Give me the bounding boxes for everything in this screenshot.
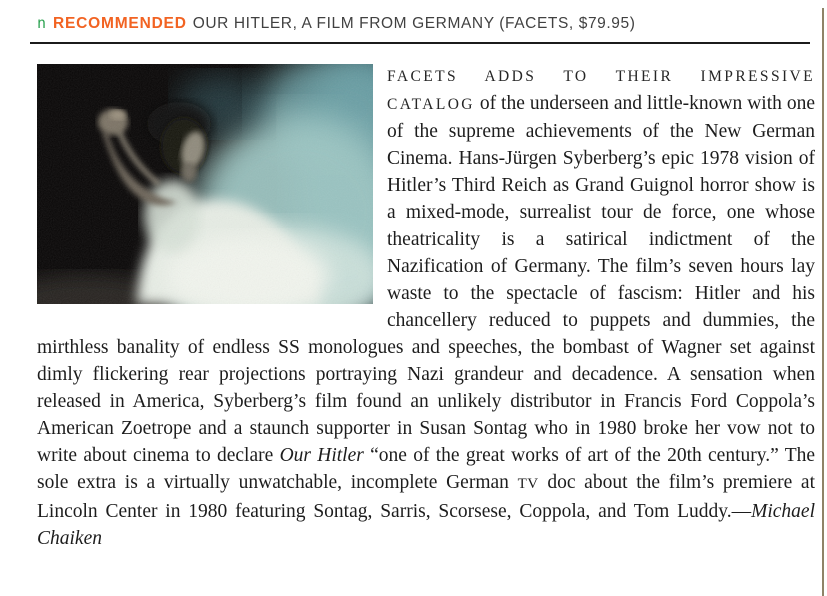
page-edge-line [822,8,824,596]
body-text-2: “one of the great works of art of the 20th century.” The sole extra is a virtually unwatchable, incomplete German [37,445,816,493]
byline-dash: — [731,501,752,522]
section-bullet: n [37,14,47,32]
review-header [37,13,807,34]
header-rule [30,42,810,44]
body-text-3: doc about the film’s premiere at Lincoln Center in 1980 featuring Sontag, Sarris, Scorsese, Coppola, and Tom Luddy. [37,472,815,522]
byline-author: Michael Chaiken [37,501,815,549]
recommended-label: RECOMMENDED [53,15,187,32]
film-title-italic: Our Hitler [279,445,364,466]
lead-in-smallcaps: FACETS ADDS TO THEIR IMPRESSIVE CATALOG [387,68,815,113]
body-text-1: of the underseen and little-known with one of the supreme achievements of the New German Cinema. Hans-Jürgen Syberberg’s epic 1978 vision of Hitler’s Third Reich as Grand Guignol horror show is a mixed-mode, surrealist tour de force, one whose theatricality is a satirical indictment of the Nazification of Germany. The film’s seven hours lay waste to the spectacle of fascism: Hitler and his chancellery reduced to puppets and dummies, the mirthless banality of endless SS monologues and speeches, the bombast of Wagner set against dimly flickering rear projections portraying Nazi grandeur and decadence. A sensation when released in America, Syberberg’s film found an unlikely distributor in Francis Ford Coppola’s American Zoetrope and a staunch supporter in Susan Sontag who in 1980 broke her vow not to write about cinema to declare [37,93,815,466]
film-still-illustration [37,64,373,304]
review-title: OUR HITLER, A FILM FROM GERMANY (FACETS, $79.95) [192,15,636,32]
film-still-photo [37,64,373,304]
tv-smallcaps: TV [517,476,539,492]
review-body [37,62,815,552]
